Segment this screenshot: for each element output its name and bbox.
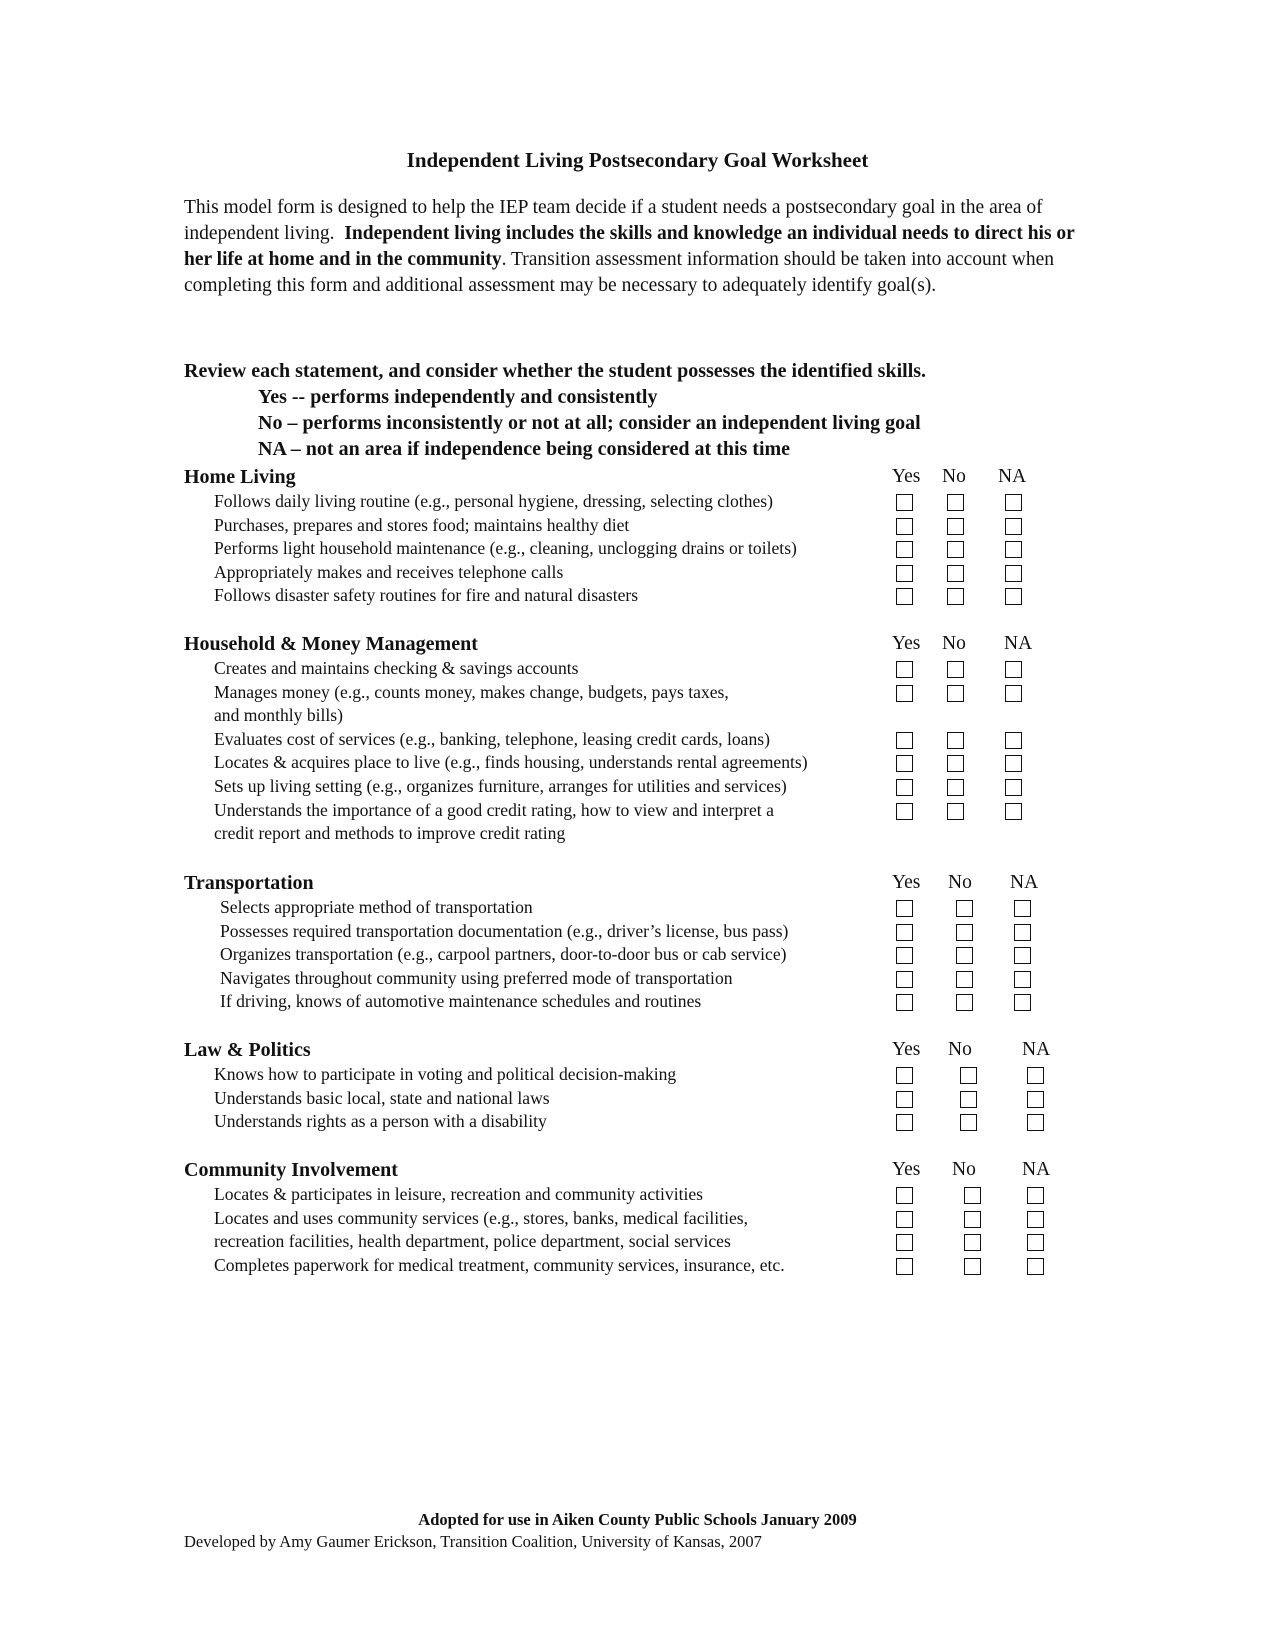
no-checkbox[interactable] [947, 565, 964, 582]
col-na-label: NA [1022, 1159, 1051, 1180]
col-yes-label: Yes [892, 872, 921, 893]
section-transportation [184, 872, 1104, 1014]
checklist-row [184, 1207, 1104, 1231]
yes-checkbox[interactable] [896, 994, 913, 1011]
section-community-involvement [184, 1159, 1104, 1277]
na-checkbox[interactable] [1005, 755, 1022, 772]
no-checkbox[interactable] [947, 685, 964, 702]
col-yes-label: Yes [892, 633, 921, 654]
item-text: Performs light household maintenance (e.g., cleaning, unclogging drains or toilets) [214, 538, 797, 559]
no-checkbox[interactable] [956, 924, 973, 941]
footer-developed: Developed by Amy Gaumer Erickson, Transition Coalition, University of Kansas, 2007 [184, 1532, 762, 1551]
checklist-row [184, 657, 1104, 681]
yes-checkbox[interactable] [896, 494, 913, 511]
checklist-row [184, 799, 1104, 823]
na-checkbox[interactable] [1027, 1258, 1044, 1275]
checklist-row [184, 1110, 1104, 1134]
yes-checkbox[interactable] [896, 541, 913, 558]
item-text: Understands rights as a person with a disability [214, 1111, 547, 1132]
na-checkbox[interactable] [1005, 518, 1022, 535]
na-checkbox[interactable] [1005, 779, 1022, 796]
yes-checkbox[interactable] [896, 1091, 913, 1108]
checklist-row [184, 561, 1104, 585]
col-no-label: No [952, 1159, 976, 1180]
section-title: Home Living [184, 466, 296, 488]
section-household-money [184, 633, 1104, 846]
na-checkbox[interactable] [1014, 971, 1031, 988]
no-checkbox[interactable] [956, 971, 973, 988]
item-text: Locates and uses community services (e.g., stores, banks, medical facilities, [214, 1207, 749, 1228]
item-text: Knows how to participate in voting and political decision-making [214, 1064, 677, 1084]
item-text: and monthly bills) [214, 705, 344, 726]
checklist-row [184, 990, 1104, 1014]
no-checkbox[interactable] [964, 1258, 981, 1275]
yes-checkbox[interactable] [896, 779, 913, 796]
review-no-legend: No – performs inconsistently or not at all; consider an independent living goal [258, 412, 921, 434]
no-checkbox[interactable] [956, 994, 973, 1011]
item-text: Follows disaster safety routines for fire and natural disasters [214, 585, 639, 606]
na-checkbox[interactable] [1027, 1234, 1044, 1251]
col-yes-label: Yes [892, 1159, 921, 1180]
review-instructions [184, 358, 1104, 462]
checklist-row [184, 584, 1104, 608]
item-text: Manages money (e.g., counts money, makes change, budgets, pays taxes, [214, 681, 729, 702]
item-text: Understands basic local, state and national laws [214, 1087, 550, 1108]
item-text: Organizes transportation (e.g., carpool partners, door-to-door bus or cab service) [220, 944, 787, 965]
na-checkbox[interactable] [1027, 1067, 1044, 1084]
na-checkbox[interactable] [1005, 565, 1022, 582]
review-na-legend: NA – not an area if independence being considered at this time [258, 438, 791, 460]
yes-checkbox[interactable] [896, 661, 913, 678]
checklist-row [184, 1063, 1104, 1087]
item-text: Locates & participates in leisure, recreation and community activities [214, 1184, 704, 1204]
col-yes-label: Yes [892, 466, 921, 487]
checklist-row-continued [184, 704, 1104, 728]
no-checkbox[interactable] [956, 900, 973, 917]
na-checkbox[interactable] [1014, 924, 1031, 941]
yes-checkbox[interactable] [896, 1114, 913, 1131]
na-checkbox[interactable] [1027, 1211, 1044, 1228]
na-checkbox[interactable] [1005, 661, 1022, 678]
item-text: recreation facilities, health department, police department, social services [214, 1231, 731, 1252]
checklist-row [184, 1087, 1104, 1111]
section-title: Transportation [184, 872, 314, 894]
yes-checkbox[interactable] [896, 924, 913, 941]
item-text: Purchases, prepares and stores food; maintains healthy diet [214, 514, 630, 535]
no-checkbox[interactable] [964, 1211, 981, 1228]
item-text: Understands the importance of a good credit rating, how to view and interpret a [214, 799, 774, 820]
yes-checkbox[interactable] [896, 1258, 913, 1275]
checklist-row [184, 1230, 1104, 1254]
section-title: Household & Money Management [184, 633, 478, 655]
no-checkbox[interactable] [947, 755, 964, 772]
no-checkbox[interactable] [947, 732, 964, 749]
na-checkbox[interactable] [1014, 947, 1031, 964]
checklist-row [184, 775, 1104, 799]
item-text: Appropriately makes and receives telephone calls [214, 561, 564, 582]
no-checkbox[interactable] [947, 661, 964, 678]
checklist-row [184, 1254, 1104, 1278]
section-law-politics [184, 1039, 1104, 1134]
checklist-row [184, 728, 1104, 752]
no-checkbox[interactable] [947, 518, 964, 535]
item-text: Follows daily living routine (e.g., personal hygiene, dressing, selecting clothes) [214, 491, 773, 511]
item-text: Completes paperwork for medical treatment, community services, insurance, etc. [214, 1254, 785, 1275]
review-heading: Review each statement, and consider whether the student possesses the identified skills. [184, 360, 927, 382]
yes-checkbox[interactable] [896, 803, 913, 820]
item-text: Locates & acquires place to live (e.g., finds housing, understands rental agreements) [214, 752, 808, 773]
na-checkbox[interactable] [1005, 541, 1022, 558]
no-checkbox[interactable] [947, 803, 964, 820]
review-yes-legend: Yes -- performs independently and consistently [258, 386, 658, 408]
col-no-label: No [942, 466, 966, 487]
yes-checkbox[interactable] [896, 1067, 913, 1084]
yes-checkbox[interactable] [896, 518, 913, 535]
na-checkbox[interactable] [1027, 1187, 1044, 1204]
col-no-label: No [942, 633, 966, 654]
item-text: Selects appropriate method of transportation [220, 897, 533, 917]
col-na-label: NA [1022, 1039, 1051, 1060]
item-text: If driving, knows of automotive maintenance schedules and routines [220, 991, 702, 1012]
yes-checkbox[interactable] [896, 685, 913, 702]
yes-checkbox[interactable] [896, 755, 913, 772]
section-title: Community Involvement [184, 1159, 398, 1181]
checklist-row [184, 751, 1104, 775]
na-checkbox[interactable] [1014, 900, 1031, 917]
yes-checkbox[interactable] [896, 588, 913, 605]
col-no-label: No [948, 872, 972, 893]
col-na-label: NA [1004, 633, 1033, 654]
na-checkbox[interactable] [1027, 1091, 1044, 1108]
item-text: Sets up living setting (e.g., organizes furniture, arranges for utilities and services) [214, 775, 787, 796]
yes-checkbox[interactable] [896, 947, 913, 964]
no-checkbox[interactable] [960, 1067, 977, 1084]
yes-checkbox[interactable] [896, 565, 913, 582]
checklist-row [184, 514, 1104, 538]
item-text: credit report and methods to improve credit rating [214, 823, 566, 844]
na-checkbox[interactable] [1005, 494, 1022, 511]
checklist-row-continued [184, 822, 1104, 846]
intro-text-1: This model form is designed to help the IEP team decide if a student needs a postsecondary goal in the area of independent living. [184, 197, 1043, 244]
checklist-row [184, 943, 1104, 967]
na-checkbox[interactable] [1005, 732, 1022, 749]
na-checkbox[interactable] [1014, 994, 1031, 1011]
no-checkbox[interactable] [964, 1234, 981, 1251]
yes-checkbox[interactable] [896, 1234, 913, 1251]
yes-checkbox[interactable] [896, 900, 913, 917]
checklist-row [184, 537, 1104, 561]
yes-checkbox[interactable] [896, 1211, 913, 1228]
no-checkbox[interactable] [956, 947, 973, 964]
yes-checkbox[interactable] [896, 971, 913, 988]
footer-adopted: Adopted for use in Aiken County Public Schools January 2009 [418, 1510, 857, 1529]
item-text: Creates and maintains checking & savings accounts [214, 658, 579, 678]
col-na-label: NA [998, 466, 1027, 487]
no-checkbox[interactable] [947, 494, 964, 511]
section-title: Law & Politics [184, 1039, 311, 1061]
col-yes-label: Yes [892, 1039, 921, 1060]
checklist-row [184, 967, 1104, 991]
na-checkbox[interactable] [1027, 1114, 1044, 1131]
na-checkbox[interactable] [1005, 803, 1022, 820]
intro-text-2: . Transition assessment information should be taken into account when completing this form and additional assessment may be necessary to adequately identify goal(s). [184, 249, 1055, 296]
no-checkbox[interactable] [960, 1114, 977, 1131]
intro-paragraph [184, 195, 1104, 299]
item-text: Evaluates cost of services (e.g., banking, telephone, leasing credit cards, loans) [214, 728, 770, 749]
checklist-row [184, 1183, 1104, 1207]
item-text: Possesses required transportation documentation (e.g., driver’s license, bus pass) [220, 920, 789, 941]
na-checkbox[interactable] [1005, 685, 1022, 702]
col-no-label: No [948, 1039, 972, 1060]
page-title: Independent Living Postsecondary Goal Worksheet [406, 148, 869, 172]
checklist-row [184, 490, 1104, 514]
no-checkbox[interactable] [947, 779, 964, 796]
yes-checkbox[interactable] [896, 1187, 913, 1204]
item-text: Navigates throughout community using preferred mode of transportation [220, 967, 733, 988]
no-checkbox[interactable] [947, 541, 964, 558]
na-checkbox[interactable] [1005, 588, 1022, 605]
intro-bold-text: Independent living includes the skills and knowledge an individual needs to direct his or her life at home and in the community [184, 223, 1075, 270]
section-home-living [184, 466, 1104, 608]
no-checkbox[interactable] [960, 1091, 977, 1108]
checklist-row [184, 920, 1104, 944]
yes-checkbox[interactable] [896, 732, 913, 749]
no-checkbox[interactable] [947, 588, 964, 605]
col-na-label: NA [1010, 872, 1039, 893]
checklist-row [184, 681, 1104, 705]
checklist-row [184, 896, 1104, 920]
no-checkbox[interactable] [964, 1187, 981, 1204]
